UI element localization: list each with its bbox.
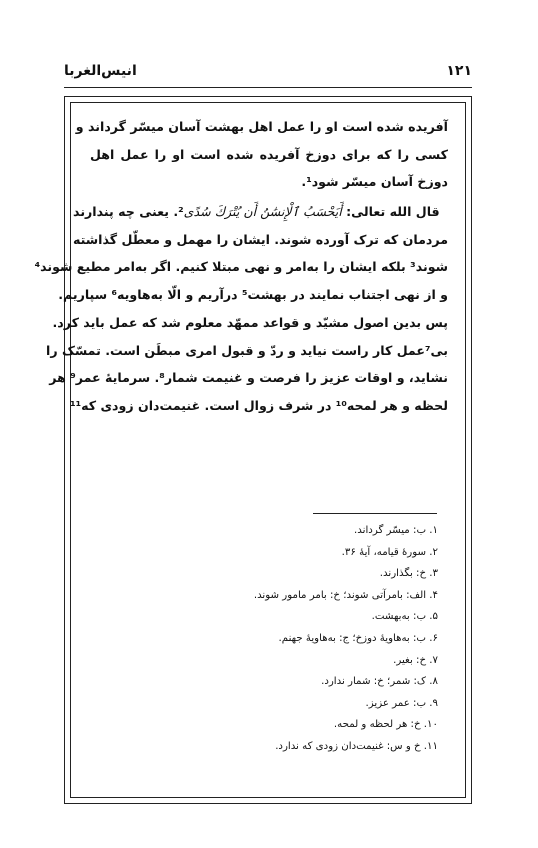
body-line-5: مردمان که ترک آورده شوند. ایشان را مهمل و معطّل گذاشته	[72, 231, 448, 247]
footnote-9: ۹. ب: عمر عزیز.	[365, 697, 438, 709]
running-header	[64, 63, 472, 85]
footnote-6: ۶. ب: به‌هاویهٔ دوزخ؛ ج: به‌هاویهٔ جهنم.	[278, 632, 438, 644]
body-line-8: پس بدین اصول مشیّد و قواعد ممهّد معلوم شد که عمل باید کرد.	[52, 314, 448, 330]
body-line-6: شوند³ بلکه ایشان را به‌امر و نهی مبتلا کنیم. اگر به‌امر مطیع شوند⁴	[34, 259, 448, 275]
footnotes	[254, 520, 438, 758]
body-line-10: نشاید، و اوقات عزیز را فرصت و غنیمت شمار⁸. سرمایهٔ عمر⁹ هر	[49, 370, 448, 386]
body-line-2: کسی را که برای دوزخ آفریده شده است او را عمل اهل	[90, 146, 448, 162]
quran-verse: أَيَحْسَبُ ٱلْإِنسَٰنُ أَن يُتْرَكَ سُدًى	[183, 204, 342, 220]
footnote-2: ۲. سورهٔ قیامه، آیهٔ ۳۶.	[341, 546, 438, 558]
body-line-7: و از نهی اجتناب نمایند در بهشت⁵ درآریم و الّا به‌هاویه⁶ سپاریم.	[58, 287, 448, 303]
footnote-10: ۱۰. خ: هر لحظه و لمحه.	[333, 719, 438, 731]
quote-intro: قال الله تعالی:	[346, 204, 440, 220]
body-line-4	[73, 198, 448, 226]
footnote-4: ۴. الف: بامرآتی شوند؛ خ: بامر مامور شوند.	[253, 589, 438, 601]
footnote-5: ۵. ب: به‌بهشت.	[371, 611, 438, 623]
body-text	[34, 113, 448, 420]
book-title: انیس‌الغربا	[64, 63, 137, 79]
quote-rest: ². یعنی چه پندارند	[73, 204, 184, 220]
header-rule	[64, 87, 472, 88]
footnote-3: ۳. خ: بگذارند.	[379, 568, 438, 580]
footnote-7: ۷. خ: بغیر.	[393, 654, 438, 666]
body-line-11: لحظه و هر لمحه¹⁰ در شرف زوال است. غنیمت‌دان زودی که¹¹	[70, 397, 448, 413]
body-line-9: بی⁷عمل کار راست نیاید و ردّ و قبول امری مبطَن است. تمسّک را	[46, 342, 448, 358]
page-number: ۱۲۱	[446, 63, 472, 79]
footnote-1: ۱. ب: میسّر گرداند.	[354, 525, 438, 536]
body-line-3: دوزخ آسان میسّر شود¹.	[301, 174, 448, 190]
footnote-rule	[313, 513, 437, 514]
body-line-1: آفریده شده است او را عمل اهل بهشت آسان میسّر گرداند و	[75, 119, 448, 134]
footnote-8: ۸. ک: شمر؛ خ: شمار ندارد.	[321, 676, 438, 688]
footnote-11: ۱۱. خ و س: غنیمت‌دان زودی که ندارد.	[275, 740, 438, 752]
